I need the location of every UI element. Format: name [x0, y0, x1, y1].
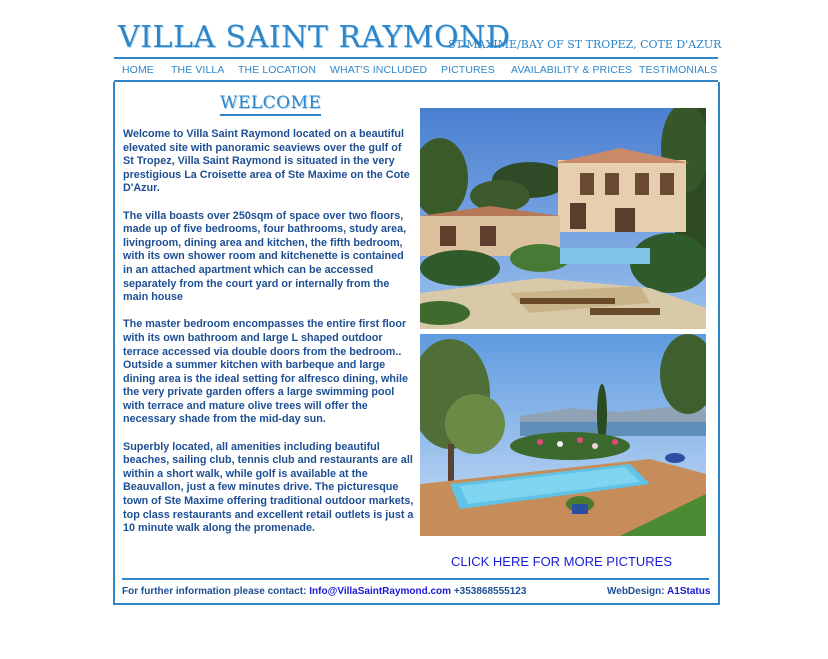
pool-seaview-photo[interactable] [420, 334, 706, 536]
intro-paragraph-2: The villa boasts over 250sqm of space over two floors, made up of five bedrooms, four bathrooms, study area, livingroom, dining area and kitchen, the fifth bedroom, with its own shower room and kitchenette is contained in an attached apartment which can be accessed separately from the court yard or internally from the main house [123, 209, 407, 304]
footer-divider [122, 578, 709, 580]
footer-contact-label: For further information please contact: [122, 586, 307, 597]
header-divider [114, 57, 718, 59]
nav-availability-prices[interactable]: AVAILABILITY & PRICES [511, 64, 633, 76]
welcome-heading: WELCOME [220, 93, 321, 116]
site-subtitle: ST MAXIME/BAY OF ST TROPEZ, COTE D'AZUR [448, 38, 722, 51]
footer-webdesign [607, 586, 710, 597]
more-pictures-link[interactable]: CLICK HERE FOR MORE PICTURES [451, 554, 673, 569]
intro-paragraph-3: The master bedroom encompasses the entire first floor with its own bathroom and large L shaped outdoor terrace accessed via double doors from the bedroom.. Outside a summer kitchen with barbeque and large dining area is the ideal setting for alfresco dining, while the very private garden offers a large swimming pool with terrace and mature olive trees will offer the necessary shade from the mid-day sun. [123, 318, 408, 426]
intro-text [123, 128, 415, 549]
intro-paragraph-1: Welcome to Villa Saint Raymond located on a beautiful elevated site with panoramic seaviews over the gulf of St Tropez, Villa Saint Raymond is situated in the very prestigious La Croisette area of Ste Maxime on the Cote D'Azur. [123, 128, 410, 195]
site-title[interactable]: VILLA SAINT RAYMOND [118, 20, 511, 55]
contact-phone: +353868555123 [453, 586, 527, 597]
main-nav [114, 64, 718, 80]
site-header [114, 18, 722, 58]
villa-exterior-photo[interactable] [420, 108, 706, 329]
contact-email-link[interactable]: Info@VillaSaintRaymond.com [309, 586, 452, 597]
webdesign-label: WebDesign: [607, 586, 665, 597]
nav-the-location[interactable]: THE LOCATION [238, 64, 317, 76]
nav-home[interactable]: HOME [122, 64, 154, 76]
nav-the-villa[interactable]: THE VILLA [171, 64, 225, 76]
footer-contact [122, 586, 526, 597]
nav-testimonials[interactable]: TESTIMONIALS [639, 64, 718, 76]
nav-whats-included[interactable]: WHAT'S INCLUDED [330, 64, 428, 76]
nav-pictures[interactable]: PICTURES [441, 64, 495, 76]
webdesign-link[interactable]: A1Status [667, 586, 711, 597]
intro-paragraph-4: Superbly located, all amenities including beautiful beaches, sailing club, tennis club and restaurants are all within a short walk, while golf is available at the Beauvallon, just a few minutes drive. The picturesque town of Ste Maxime offering traditional outdoor markets, top class restaurants and excellent retail outlets is just a 10 minute walk along the promenade. [123, 440, 414, 535]
